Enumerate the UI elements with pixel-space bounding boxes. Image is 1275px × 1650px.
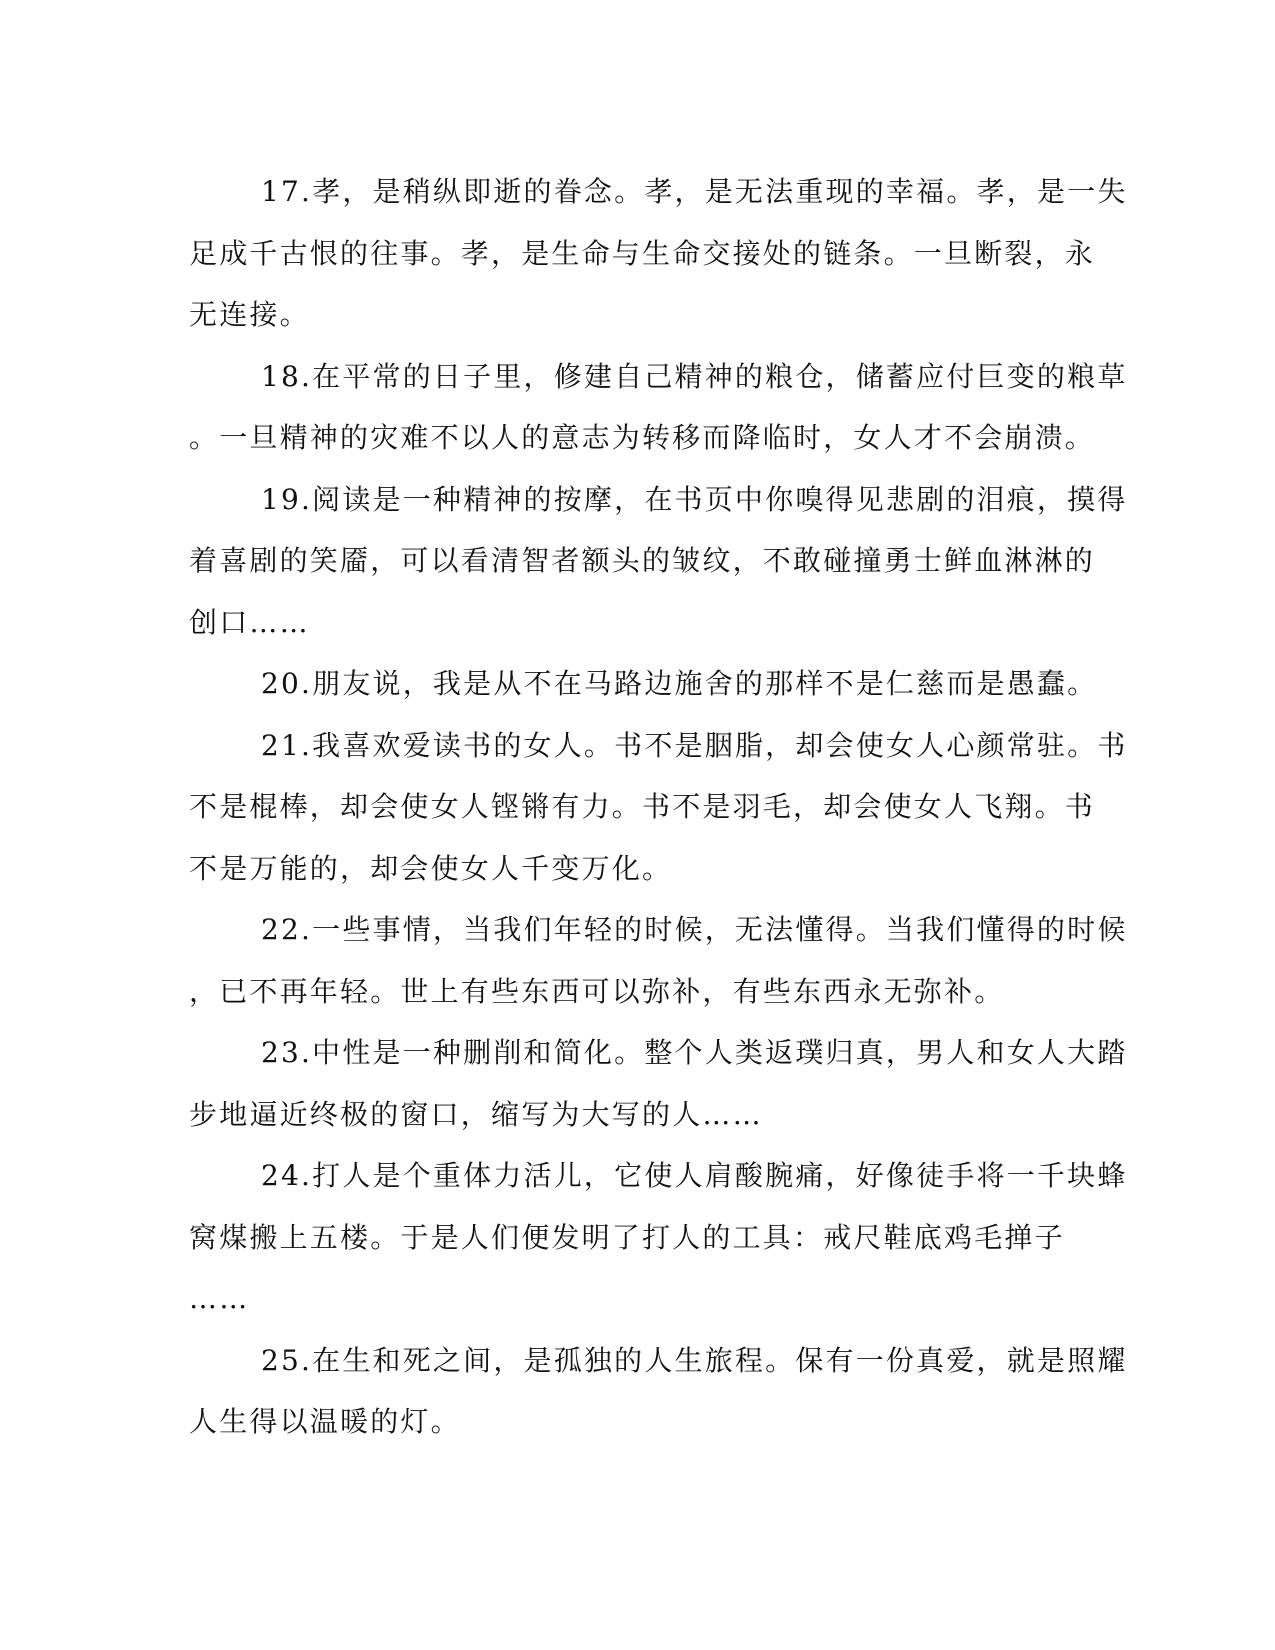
text-line: ，已不再年轻。世上有些东西可以弥补，有些东西永无弥补。 (189, 974, 1005, 1008)
text-line: 步地逼近终极的窗口，缩写为大写的人…… (189, 1097, 763, 1131)
text-line: 19.阅读是一种精神的按摩，在书页中你嗅得见悲剧的泪痕，摸得 (261, 482, 1128, 516)
paragraph-20 (189, 653, 1098, 715)
paragraph-19 (189, 469, 1128, 654)
text-line: 24.打人是个重体力活儿，它使人肩酸腕痛，好像徒手将一千块蜂 (261, 1159, 1128, 1192)
text-line: 无连接。 (189, 298, 310, 331)
text-line: 20.朋友说，我是从不在马路边施舍的那样不是仁慈而是愚蠢。 (261, 667, 1098, 700)
text-line: 人生得以温暖的灯。 (189, 1405, 461, 1438)
text-line: 着喜剧的笑靥，可以看清智者额头的皱纹，不敢碰撞勇士鲜血淋淋的 (189, 544, 1096, 577)
text-line: 21.我喜欢爱读书的女人。书不是胭脂，却会使女人心颜常驻。书 (261, 728, 1128, 762)
paragraph-25 (189, 1330, 1128, 1453)
text-line: 25.在生和死之间，是孤独的人生旅程。保有一份真爱，就是照耀 (261, 1343, 1128, 1377)
paragraph-23 (189, 1022, 1128, 1145)
text-line: 不是棍棒，却会使女人铿锵有力。书不是羽毛，却会使女人飞翔。书 (189, 790, 1096, 823)
paragraph-18 (189, 346, 1128, 469)
paragraph-21 (189, 715, 1128, 900)
text-line: 不是万能的，却会使女人千变万化。 (189, 851, 673, 885)
text-line: 创口…… (189, 605, 310, 639)
paragraph-22 (189, 899, 1128, 1022)
text-line: 23.中性是一种删削和简化。整个人类返璞归真，男人和女人大踏 (261, 1036, 1128, 1069)
paragraph-17 (189, 161, 1128, 346)
text-line: 。一旦精神的灾难不以人的意志为转移而降临时，女人才不会崩溃。 (189, 421, 1096, 454)
paragraph-24 (189, 1145, 1128, 1330)
text-line: 18.在平常的日子里，修建自己精神的粮仓，储蓄应付巨变的粮草 (261, 359, 1128, 393)
text-line: 22.一些事情，当我们年轻的时候，无法懂得。当我们懂得的时候 (261, 913, 1128, 946)
text-line: 窝煤搬上五楼。于是人们便发明了打人的工具：戒尺鞋底鸡毛掸子 (189, 1220, 1065, 1254)
text-line: 17.孝，是稍纵即逝的眷念。孝，是无法重现的幸福。孝，是一失 (261, 175, 1128, 208)
document-body (189, 161, 1128, 1453)
text-line: …… (189, 1282, 250, 1315)
text-line: 足成千古恨的往事。孝，是生命与生命交接处的链条。一旦断裂，永 (189, 236, 1096, 270)
